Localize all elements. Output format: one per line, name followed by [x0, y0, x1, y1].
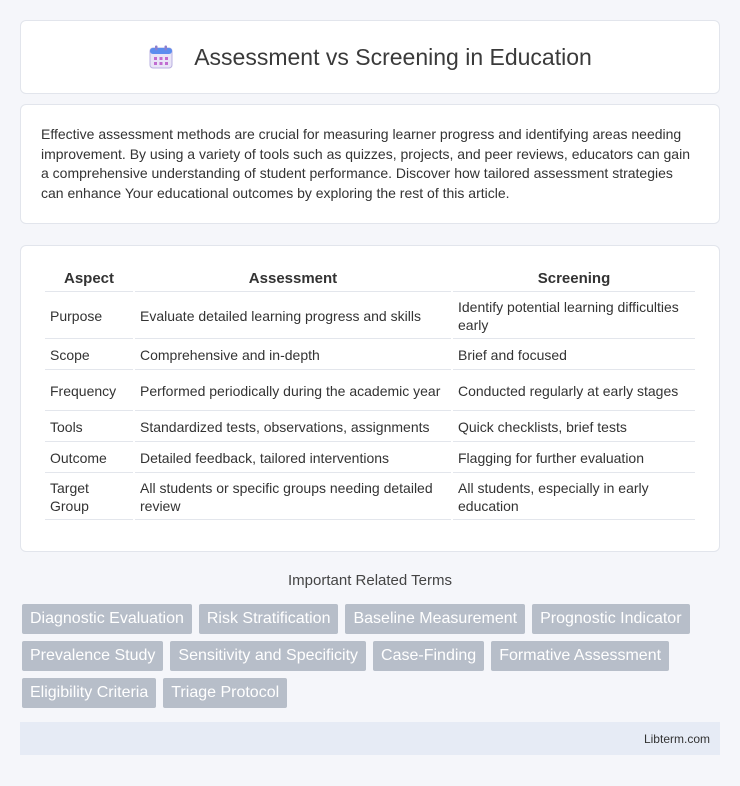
cell-assessment: Performed periodically during the academic year — [135, 372, 451, 411]
cell-aspect: Purpose — [45, 294, 133, 339]
comparison-table — [43, 264, 697, 522]
cell-aspect: Scope — [45, 341, 133, 370]
cell-aspect: Target Group — [45, 475, 133, 520]
tag-prognostic-indicator[interactable]: Prognostic Indicator — [532, 604, 689, 634]
table-row — [45, 413, 695, 442]
cell-screening: Flagging for further evaluation — [453, 444, 695, 473]
tag-row — [22, 678, 722, 708]
related-terms-title: Important Related Terms — [288, 572, 452, 589]
tag-triage-protocol[interactable]: Triage Protocol — [163, 678, 287, 708]
tag-risk-stratification[interactable]: Risk Stratification — [199, 604, 339, 634]
calendar-icon — [148, 44, 174, 70]
table-row — [45, 444, 695, 473]
footer-site-link[interactable]: Libterm.com — [643, 731, 710, 746]
cell-aspect: Tools — [45, 413, 133, 442]
footer — [20, 722, 720, 755]
tag-formative-assessment[interactable]: Formative Assessment — [491, 641, 669, 671]
intro-paragraph: Effective assessment methods are crucial for measuring learner progress and identifying areas needing improvement. By using a variety of tools such as quizzes, projects, and peer reviews, educators can gain a comprehensive understanding of student performance. Discover how tailored assessment strategies can enhance Your educational outcomes by exploring the rest of this article. — [41, 126, 690, 201]
cell-aspect: Outcome — [45, 444, 133, 473]
tag-case-finding[interactable]: Case-Finding — [373, 641, 484, 671]
cell-screening: All students, especially in early education — [453, 475, 695, 520]
column-header-screening: Screening — [453, 266, 695, 292]
tag-prevalence-study[interactable]: Prevalence Study — [22, 641, 163, 671]
table-header-row — [45, 266, 695, 292]
cell-screening: Identify potential learning difficulties early — [453, 294, 695, 339]
cell-screening: Quick checklists, brief tests — [453, 413, 695, 442]
header-card — [20, 20, 720, 94]
tag-sensitivity-and-specificity[interactable]: Sensitivity and Specificity — [170, 641, 366, 671]
table-row — [45, 294, 695, 339]
tag-row — [22, 641, 722, 671]
cell-assessment: Evaluate detailed learning progress and skills — [135, 294, 451, 339]
cell-assessment: Detailed feedback, tailored interventions — [135, 444, 451, 473]
tag-row — [22, 604, 722, 634]
cell-assessment: Comprehensive and in-depth — [135, 341, 451, 370]
cell-aspect: Frequency — [45, 372, 133, 411]
tag-baseline-measurement[interactable]: Baseline Measurement — [345, 604, 525, 634]
intro-card — [20, 104, 720, 224]
cell-assessment: Standardized tests, observations, assignments — [135, 413, 451, 442]
table-row — [45, 372, 695, 411]
cell-screening: Conducted regularly at early stages — [453, 372, 695, 411]
table-row — [45, 475, 695, 520]
cell-screening: Brief and focused — [453, 341, 695, 370]
table-row — [45, 341, 695, 370]
tag-eligibility-criteria[interactable]: Eligibility Criteria — [22, 678, 156, 708]
cell-assessment: All students or specific groups needing detailed review — [135, 475, 451, 520]
page-title: Assessment vs Screening in Education — [194, 43, 592, 70]
related-terms-tags — [22, 604, 722, 715]
column-header-assessment: Assessment — [135, 266, 451, 292]
comparison-table-card — [20, 245, 720, 552]
column-header-aspect: Aspect — [45, 266, 133, 292]
tag-diagnostic-evaluation[interactable]: Diagnostic Evaluation — [22, 604, 192, 634]
